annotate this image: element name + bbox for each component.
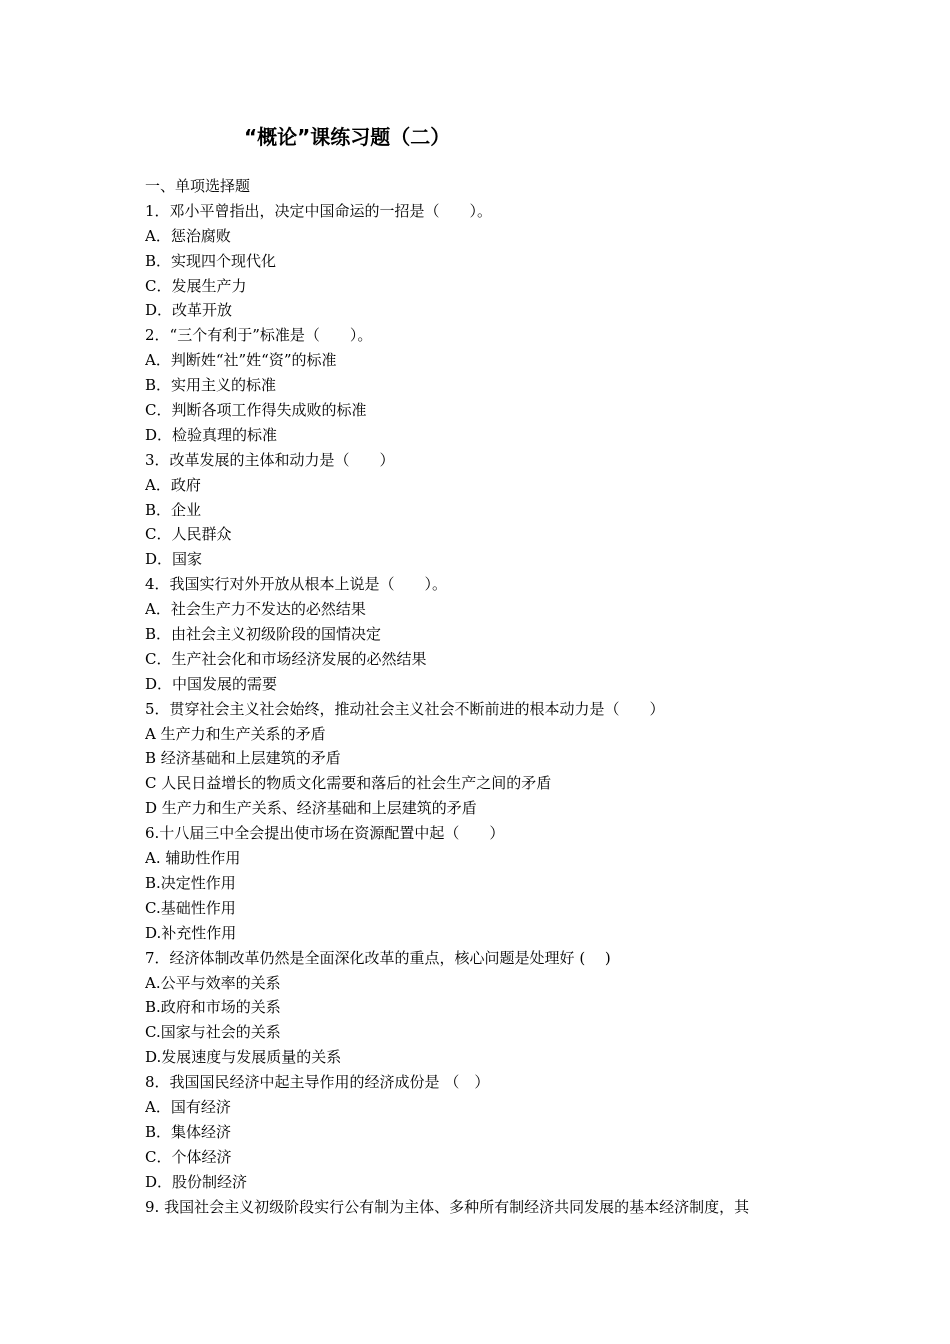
question-1: 1．邓小平曾指出，决定中国命运的一招是（ ）。: [145, 201, 493, 220]
question-3: 3．改革发展的主体和动力是（ ）: [145, 450, 395, 469]
question-9: 9. 我国社会主义初级阶段实行公有制为主体、多种所有制经济共同发展的基本经济制度，其: [145, 1197, 750, 1216]
option-3c: C．人民群众: [145, 525, 232, 544]
question-4: 4．我国实行对外开放从根本上说是（ ）。: [145, 575, 448, 594]
option-2d: D．检验真理的标准: [145, 425, 278, 444]
option-5d: D 生产力和生产关系、经济基础和上层建筑的矛盾: [145, 799, 477, 818]
option-6d: D.补充性作用: [145, 923, 237, 942]
option-1b: B．实现四个现代化: [145, 251, 277, 270]
question-5: 5．贯穿社会主义社会始终，推动社会主义社会不断前进的根本动力是（ ）: [145, 699, 665, 718]
option-5c: C 人民日益增长的物质文化需要和落后的社会生产之间的矛盾: [145, 774, 552, 793]
option-8c: C．个体经济: [145, 1147, 232, 1166]
option-5b: B 经济基础和上层建筑的矛盾: [145, 749, 341, 768]
question-list: [145, 174, 825, 1219]
option-8b: B．集体经济: [145, 1122, 232, 1141]
option-1a: A．惩治腐败: [145, 226, 231, 245]
option-1c: C．发展生产力: [145, 276, 247, 295]
option-5a: A 生产力和生产关系的矛盾: [145, 724, 326, 743]
option-6c: C.基础性作用: [145, 898, 236, 917]
question-6: 6.十八届三中全会提出使市场在资源配置中起（ ）: [145, 824, 505, 843]
option-7b: B.政府和市场的关系: [145, 998, 281, 1017]
option-3d: D．国家: [145, 550, 203, 569]
option-6a: A. 辅助性作用: [145, 849, 241, 868]
option-2c: C．判断各项工作得失成败的标准: [145, 401, 367, 420]
question-2: 2．“三个有利于”标准是（ ）。: [145, 326, 373, 345]
option-2b: B．实用主义的标准: [145, 376, 277, 395]
option-3b: B．企业: [145, 500, 202, 519]
option-7a: A.公平与效率的关系: [145, 973, 281, 992]
option-4d: D．中国发展的需要: [145, 674, 278, 693]
option-7d: D.发展速度与发展质量的关系: [145, 1048, 342, 1067]
question-7: 7．经济体制改革仍然是全面深化改革的重点，核心问题是处理好 ( ): [145, 948, 611, 967]
option-4c: C．生产社会化和市场经济发展的必然结果: [145, 649, 427, 668]
option-7c: C.国家与社会的关系: [145, 1023, 281, 1042]
question-8: 8．我国国民经济中起主导作用的经济成份是 （ ）: [145, 1073, 490, 1092]
section-heading: 一、单项选择题: [145, 177, 251, 195]
option-6b: B.决定性作用: [145, 873, 236, 892]
option-3a: A．政府: [145, 475, 201, 494]
document-title: “概论”课练习题（二）: [244, 125, 451, 149]
option-2a: A．判断姓“社”姓“资”的标准: [145, 351, 337, 370]
option-4b: B．由社会主义初级阶段的国情决定: [145, 625, 382, 644]
option-8a: A．国有经济: [145, 1097, 231, 1116]
option-4a: A．社会生产力不发达的必然结果: [145, 600, 366, 619]
option-1d: D．改革开放: [145, 301, 233, 320]
option-8d: D．股份制经济: [145, 1172, 248, 1191]
